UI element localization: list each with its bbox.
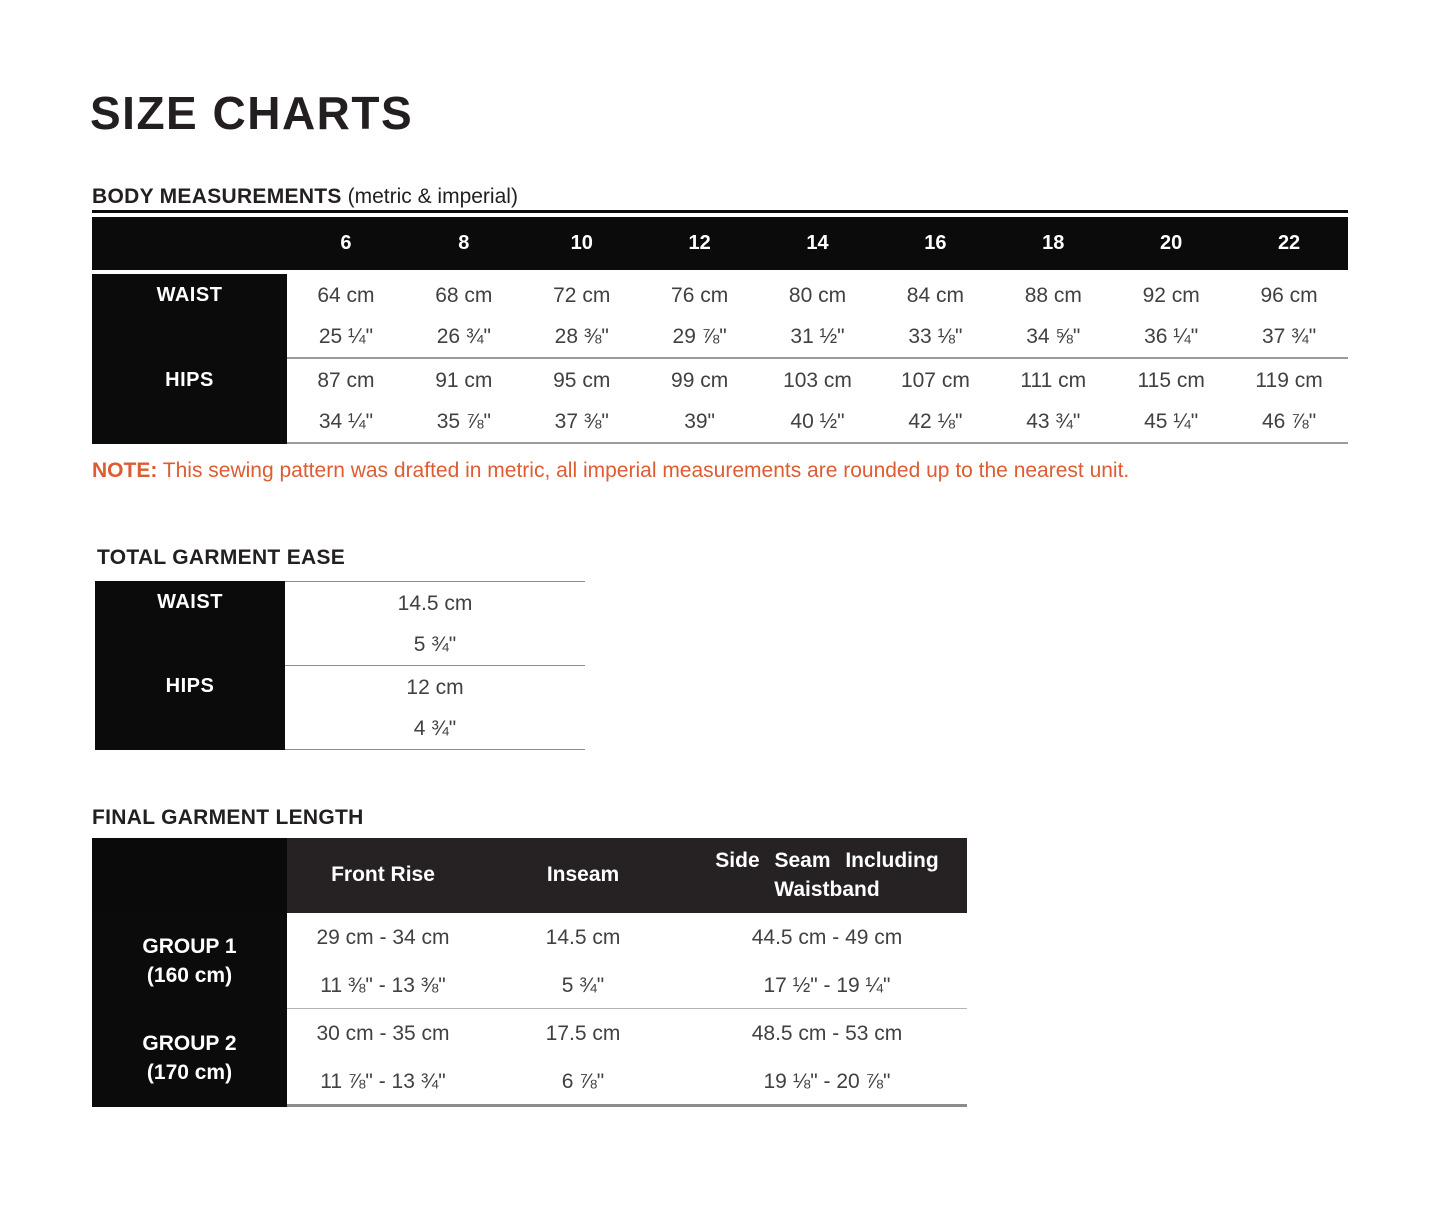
waist-inch-cell: 36 ¼" [1144, 325, 1199, 348]
ease-waist-label: WAIST [157, 591, 223, 613]
size-column-header: 20 [1160, 232, 1183, 254]
hips-inch-cell: 42 ⅛" [908, 410, 963, 433]
hips-inch-cell: 34 ¼" [318, 410, 374, 433]
size-column-header: 10 [570, 232, 593, 254]
waist-inch-cell: 34 ⅝" [1026, 325, 1081, 348]
size-column-header: 8 [458, 232, 470, 254]
size-column-header: 22 [1277, 232, 1301, 254]
side-seam-column-header: Side Seam Including Waistband [715, 849, 939, 901]
size-column-header: 12 [688, 232, 711, 254]
group-2-front-rise-inch: 11 ⅞" - 13 ¾" [320, 1069, 446, 1093]
group-2-name: GROUP 2 [142, 1031, 237, 1055]
metric-note [92, 459, 1392, 483]
hips-cm-row [287, 359, 1348, 402]
waist-cm-cell: 96 cm [1260, 283, 1318, 307]
page-title: SIZE CHARTS [90, 87, 414, 139]
group-1-inseam-cm: 14.5 cm [545, 926, 621, 949]
size-column-header: 16 [924, 232, 947, 254]
group-2-side-seam-inch: 19 ⅛" - 20 ⅞" [763, 1069, 891, 1093]
waist-cm-cell: 72 cm [553, 283, 611, 307]
hips-cm-cell: 87 cm [317, 368, 375, 392]
group-2-label [92, 1010, 287, 1106]
group-1-label [92, 913, 287, 1009]
hips-inch-cell: 43 ¾" [1026, 410, 1081, 433]
garment-length-heading: FINAL GARMENT LENGTH [92, 806, 364, 829]
group-1-inch-row [287, 963, 967, 1009]
group-label-column [92, 913, 287, 1107]
waist-inch-cell: 37 ¾" [1261, 325, 1317, 348]
note-text: This sewing pattern was drafted in metric, all imperial measurements are rounded up to the nearest unit. [157, 459, 1130, 482]
waist-inch-cell: 26 ¾" [436, 325, 491, 348]
ease-hips-inch: 4 ¾" [285, 709, 585, 750]
group-1-inseam-inch: 5 ¾" [561, 973, 605, 997]
body-measurements-heading-sub: (metric & imperial) [341, 185, 518, 208]
group-2-side-seam-cm: 48.5 cm - 53 cm [751, 1022, 903, 1045]
hips-cm-cell: 111 cm [1020, 368, 1087, 392]
waist-cm-cell: 64 cm [317, 283, 375, 307]
group-1-front-rise-cm: 29 cm - 34 cm [316, 926, 450, 949]
group-1-height: (160 cm) [146, 964, 233, 987]
row-label-column [92, 274, 287, 444]
body-measurements-heading [92, 185, 518, 209]
hips-row-label: HIPS [165, 369, 214, 391]
size-column-header: 14 [806, 232, 829, 254]
waist-cm-cell: 80 cm [788, 283, 847, 307]
hips-inch-cell: 46 ⅞" [1261, 410, 1317, 433]
ease-waist-inch: 5 ¾" [285, 625, 585, 666]
waist-cm-cell: 92 cm [1142, 283, 1200, 307]
ease-waist-cm: 14.5 cm [397, 591, 473, 615]
waist-cm-cell: 76 cm [671, 283, 729, 307]
waist-inch-row [287, 317, 1348, 359]
hips-inch-cell: 37 ⅜" [554, 410, 609, 433]
group-1-name: GROUP 1 [142, 934, 237, 958]
note-label: NOTE: [92, 459, 158, 482]
garment-ease-table [95, 581, 585, 750]
group-2-inch-row [287, 1059, 967, 1104]
ease-hips-label: HIPS [165, 675, 215, 697]
hips-cm-cell: 107 cm [900, 368, 970, 392]
group-1-front-rise-inch: 11 ⅜" - 13 ⅜" [320, 973, 446, 997]
group-1-side-seam-cm: 44.5 cm - 49 cm [751, 926, 903, 949]
table-bottom-rule [287, 1104, 967, 1107]
size-column-header: 18 [1042, 232, 1065, 254]
group-1-side-seam-inch: 17 ½" - 19 ¼" [763, 973, 891, 997]
garment-length-table [92, 838, 967, 1107]
hips-cm-cell: 95 cm [553, 368, 611, 392]
group-2-cm-row [287, 1009, 967, 1059]
body-measurements-table [92, 210, 1348, 444]
group-2-front-rise-cm: 30 cm - 35 cm [316, 1022, 450, 1045]
body-measurements-heading-bold: BODY MEASUREMENTS [92, 185, 342, 208]
garment-length-header-row [92, 838, 967, 913]
hips-cm-cell: 103 cm [783, 368, 852, 392]
group-2-inseam-inch: 6 ⅞" [561, 1069, 605, 1093]
front-rise-column-header: Front Rise [331, 863, 435, 887]
waist-cm-row [287, 274, 1348, 317]
hips-inch-cell: 45 ¼" [1144, 410, 1199, 433]
ease-heading: TOTAL GARMENT EASE [97, 546, 346, 569]
hips-inch-cell: 39" [684, 410, 716, 433]
hips-cm-cell: 119 cm [1255, 368, 1323, 392]
waist-cm-cell: 84 cm [906, 283, 964, 307]
header-corner-cell [92, 217, 287, 270]
hips-inch-cell: 40 ½" [790, 410, 845, 433]
hips-inch-cell: 35 ⅞" [436, 410, 491, 433]
waist-inch-cell: 28 ⅜" [554, 325, 609, 348]
ease-hips-cm: 12 cm [406, 675, 464, 699]
waist-cm-cell: 68 cm [435, 283, 493, 307]
hips-inch-row [287, 402, 1348, 444]
waist-row-label: WAIST [156, 284, 223, 306]
size-column-header: 6 [340, 232, 352, 254]
group-1-cm-row [287, 913, 967, 963]
ease-label-column [95, 581, 285, 750]
waist-inch-cell: 29 ⅞" [672, 325, 727, 348]
hips-cm-cell: 99 cm [671, 368, 729, 392]
hips-cm-cell: 91 cm [435, 368, 493, 392]
group-2-height: (170 cm) [146, 1061, 233, 1084]
size-header-row [92, 217, 1348, 270]
inseam-column-header: Inseam [546, 863, 620, 887]
group-2-inseam-cm: 17.5 cm [545, 1022, 621, 1045]
waist-inch-cell: 33 ⅛" [908, 325, 963, 348]
waist-inch-cell: 31 ½" [790, 325, 845, 348]
hips-cm-cell: 115 cm [1137, 368, 1205, 392]
waist-cm-cell: 88 cm [1024, 283, 1082, 307]
header-corner-cell [92, 838, 287, 913]
waist-inch-cell: 25 ¼" [318, 325, 374, 348]
